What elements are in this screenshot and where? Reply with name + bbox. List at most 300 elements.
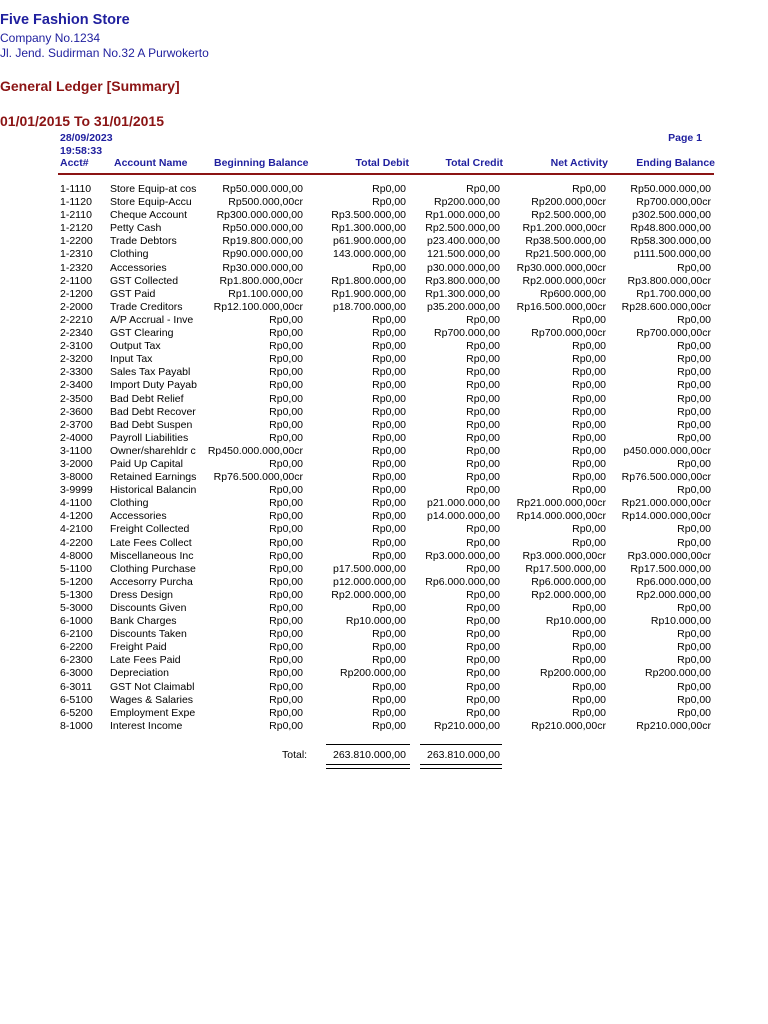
- account-name-cell: Store Equip-Accu: [110, 196, 192, 209]
- beginning-balance-cell: Rp0,00: [269, 523, 303, 536]
- total-debit-cell: 143.000.000,00: [333, 248, 406, 261]
- table-row: [0, 353, 768, 366]
- ending-balance-cell: Rp10.000,00: [650, 615, 711, 628]
- ending-balance-cell: Rp0,00: [677, 484, 711, 497]
- account-name-cell: GST Paid: [110, 287, 156, 300]
- total-credit-cell: p21.000.000,00: [427, 497, 500, 510]
- total-debit-cell: Rp0,00: [372, 444, 406, 457]
- account-name-cell: GST Clearing: [110, 327, 174, 340]
- account-name-cell: Cheque Account: [110, 209, 188, 222]
- table-row: [0, 379, 768, 392]
- total-debit-cell: Rp0,00: [372, 484, 406, 497]
- total-credit-cell: Rp0,00: [466, 654, 500, 667]
- ending-balance-cell: p111.500.000,00: [633, 248, 711, 261]
- total-credit-cell: Rp0,00: [466, 680, 500, 693]
- total-credit-cell: Rp0,00: [466, 366, 500, 379]
- beginning-balance-cell: Rp0,00: [269, 693, 303, 706]
- beginning-balance-cell: Rp0,00: [269, 719, 303, 732]
- account-name-cell: Trade Creditors: [110, 300, 183, 313]
- account-number-cell: 2-3200: [60, 353, 93, 366]
- total-debit: 263.810.000,00: [333, 749, 406, 761]
- beginning-balance-cell: Rp0,00: [269, 680, 303, 693]
- ending-balance-cell: Rp0,00: [677, 261, 711, 274]
- account-name-cell: Employment Expe: [110, 706, 196, 719]
- net-activity-cell: Rp0,00: [572, 353, 606, 366]
- account-number-cell: 6-3011: [60, 680, 92, 693]
- ending-balance-cell: Rp48.800.000,00: [630, 222, 711, 235]
- table-row: [0, 209, 768, 222]
- ending-balance-cell: Rp28.600.000,00cr: [621, 300, 711, 313]
- table-row: [0, 589, 768, 602]
- total-debit-cell: Rp0,00: [372, 261, 406, 274]
- beginning-balance-cell: Rp1.800.000,00cr: [219, 274, 303, 287]
- total-debit-cell: p61.900.000,00: [333, 235, 406, 248]
- table-row: [0, 471, 768, 484]
- net-activity-cell: Rp0,00: [572, 183, 606, 195]
- account-number-cell: 2-3400: [60, 379, 93, 392]
- total-credit-cell: Rp0,00: [466, 588, 500, 601]
- total-credit-cell: Rp0,00: [466, 615, 500, 628]
- net-activity-cell: Rp3.000.000,00cr: [522, 549, 606, 562]
- ending-balance-cell: Rp0,00: [677, 641, 711, 654]
- total-debit-cell: Rp0,00: [372, 392, 406, 405]
- print-date: 28/09/2023: [60, 132, 113, 144]
- table-row: [0, 576, 768, 589]
- account-number-cell: 2-4000: [60, 431, 93, 444]
- beginning-balance-cell: Rp90.000.000,00: [222, 248, 303, 261]
- beginning-balance-cell: Rp12.100.000,00cr: [213, 300, 303, 313]
- col-header-credit: Total Credit: [445, 157, 503, 169]
- total-credit-cell: p14.000.000,00: [427, 510, 500, 523]
- net-activity-cell: Rp0,00: [572, 654, 606, 667]
- total-debit-cell: Rp0,00: [372, 418, 406, 431]
- account-number-cell: 1-2120: [60, 222, 93, 235]
- net-activity-cell: Rp200.000,00cr: [531, 196, 606, 209]
- account-number-cell: 6-2100: [60, 628, 93, 641]
- beginning-balance-cell: Rp0,00: [269, 431, 303, 444]
- account-name-cell: Bad Debt Suspen: [110, 418, 193, 431]
- total-credit-cell: Rp0,00: [466, 523, 500, 536]
- table-row: [0, 523, 768, 536]
- account-name-cell: Input Tax: [110, 353, 153, 366]
- total-debit-cell: Rp0,00: [372, 654, 406, 667]
- account-number-cell: 8-1000: [60, 719, 93, 732]
- table-row: [0, 550, 768, 563]
- beginning-balance-cell: Rp0,00: [269, 562, 303, 575]
- report-period: 01/01/2015 To 31/01/2015: [0, 113, 164, 129]
- beginning-balance-cell: Rp30.000.000,00: [222, 261, 303, 274]
- total-credit-cell: Rp0,00: [466, 392, 500, 405]
- ending-balance-cell: Rp0,00: [677, 379, 711, 392]
- account-number-cell: 2-2210: [60, 313, 93, 326]
- account-name-cell: Import Duty Payab: [110, 379, 197, 392]
- account-number-cell: 2-2000: [60, 300, 93, 313]
- print-time: 19:58:33: [60, 145, 103, 157]
- total-debit-cell: Rp0,00: [372, 457, 406, 470]
- ending-balance-cell: p302.500.000,00: [632, 209, 711, 222]
- beginning-balance-cell: Rp50.000.000,00: [222, 222, 303, 235]
- ending-balance-cell: Rp0,00: [677, 706, 711, 719]
- beginning-balance-cell: Rp0,00: [269, 588, 303, 601]
- beginning-balance-cell: Rp19.800.000,00: [222, 235, 303, 248]
- ledger-table: [0, 183, 768, 733]
- table-row: [0, 628, 768, 641]
- beginning-balance-cell: Rp0,00: [269, 706, 303, 719]
- net-activity-cell: Rp0,00: [572, 693, 606, 706]
- total-debit-cell: Rp0,00: [372, 628, 406, 641]
- beginning-balance-cell: Rp50.000.000,00: [222, 183, 303, 195]
- ending-balance-cell: Rp17.500.000,00: [630, 562, 711, 575]
- beginning-balance-cell: Rp0,00: [269, 366, 303, 379]
- total-debit-cell: p17.500.000,00: [333, 562, 406, 575]
- total-credit-cell: Rp0,00: [466, 628, 500, 641]
- header-rule: [58, 173, 714, 175]
- total-credit-cell: Rp0,00: [466, 340, 500, 353]
- account-name-cell: Discounts Given: [110, 602, 187, 614]
- total-debit-cell: Rp0,00: [372, 183, 406, 195]
- total-credit-cell: Rp0,00: [466, 183, 500, 195]
- account-number-cell: 1-2310: [60, 248, 93, 261]
- account-name-cell: Miscellaneous Inc: [110, 549, 194, 562]
- account-name-cell: Accessories: [110, 510, 167, 523]
- beginning-balance-cell: Rp76.500.000,00cr: [213, 471, 303, 484]
- total-debit-cell: Rp0,00: [372, 549, 406, 562]
- beginning-balance-cell: Rp300.000.000,00: [216, 209, 303, 222]
- col-header-ending: Ending Balance: [636, 157, 715, 169]
- total-credit-cell: Rp0,00: [466, 641, 500, 654]
- total-credit-cell: Rp0,00: [466, 313, 500, 326]
- net-activity-cell: Rp16.500.000,00cr: [516, 300, 606, 313]
- net-activity-cell: Rp0,00: [572, 602, 606, 614]
- report-title: General Ledger [Summary]: [0, 78, 180, 94]
- beginning-balance-cell: Rp0,00: [269, 418, 303, 431]
- beginning-balance-cell: Rp0,00: [269, 667, 303, 680]
- beginning-balance-cell: Rp0,00: [269, 602, 303, 614]
- company-name: Five Fashion Store: [0, 12, 130, 28]
- account-name-cell: Interest Income: [110, 719, 183, 732]
- total-label: Total:: [282, 749, 308, 761]
- total-debit-cell: Rp0,00: [372, 431, 406, 444]
- account-number-cell: 5-1300: [60, 588, 93, 601]
- beginning-balance-cell: Rp0,00: [269, 392, 303, 405]
- account-number-cell: 6-3000: [60, 667, 93, 680]
- net-activity-cell: Rp14.000.000,00cr: [516, 510, 606, 523]
- total-credit-cell: Rp0,00: [466, 536, 500, 549]
- beginning-balance-cell: Rp0,00: [269, 379, 303, 392]
- company-number: Company No.1234: [0, 31, 101, 45]
- ending-balance-cell: Rp0,00: [677, 418, 711, 431]
- net-activity-cell: Rp17.500.000,00: [525, 562, 606, 575]
- beginning-balance-cell: Rp0,00: [269, 340, 303, 353]
- account-name-cell: Accesorry Purcha: [110, 575, 193, 588]
- net-activity-cell: Rp0,00: [572, 418, 606, 431]
- account-name-cell: Dress Design: [110, 588, 174, 601]
- table-row: [0, 510, 768, 523]
- total-credit-cell: Rp6.000.000,00: [425, 575, 500, 588]
- beginning-balance-cell: Rp0,00: [269, 510, 303, 523]
- account-number-cell: 4-1200: [60, 510, 93, 523]
- account-number-cell: 1-2200: [60, 235, 93, 248]
- beginning-balance-cell: Rp0,00: [269, 536, 303, 549]
- total-credit: 263.810.000,00: [427, 749, 500, 761]
- beginning-balance-cell: Rp0,00: [269, 615, 303, 628]
- table-row: [0, 432, 768, 445]
- table-row: [0, 681, 768, 694]
- ending-balance-cell: Rp21.000.000,00cr: [621, 497, 711, 510]
- total-debit-cell: Rp0,00: [372, 196, 406, 209]
- beginning-balance-cell: Rp0,00: [269, 654, 303, 667]
- net-activity-cell: Rp6.000.000,00: [531, 575, 606, 588]
- table-row: [0, 484, 768, 497]
- total-credit-cell: Rp0,00: [466, 457, 500, 470]
- account-name-cell: Freight Collected: [110, 523, 190, 536]
- ending-balance-cell: Rp0,00: [677, 431, 711, 444]
- net-activity-cell: Rp700.000,00cr: [531, 327, 606, 340]
- total-debit-cell: Rp1.300.000,00: [331, 222, 406, 235]
- account-number-cell: 2-3100: [60, 340, 93, 353]
- net-activity-cell: Rp0,00: [572, 641, 606, 654]
- total-debit-cell: Rp0,00: [372, 523, 406, 536]
- table-row: [0, 340, 768, 353]
- ending-balance-cell: Rp0,00: [677, 602, 711, 614]
- account-number-cell: 6-5100: [60, 693, 93, 706]
- table-row: [0, 262, 768, 275]
- total-debit-cell: Rp0,00: [372, 602, 406, 614]
- account-number-cell: 2-3500: [60, 392, 93, 405]
- account-name-cell: Payroll Liabilities: [110, 431, 189, 444]
- total-debit-top-rule: [326, 744, 410, 745]
- account-name-cell: Depreciation: [110, 667, 169, 680]
- total-credit-cell: Rp0,00: [466, 471, 500, 484]
- table-row: [0, 654, 768, 667]
- net-activity-cell: Rp0,00: [572, 680, 606, 693]
- beginning-balance-cell: Rp1.100.000,00: [228, 287, 303, 300]
- total-credit-cell: Rp0,00: [466, 693, 500, 706]
- account-number-cell: 1-1120: [60, 196, 92, 209]
- ending-balance-cell: Rp0,00: [677, 536, 711, 549]
- beginning-balance-cell: Rp500.000,00cr: [228, 196, 303, 209]
- table-row: [0, 366, 768, 379]
- net-activity-cell: Rp0,00: [572, 366, 606, 379]
- beginning-balance-cell: Rp450.000.000,00cr: [207, 444, 303, 457]
- total-debit-cell: Rp0,00: [372, 641, 406, 654]
- account-name-cell: Trade Debtors: [110, 235, 177, 248]
- net-activity-cell: Rp30.000.000,00cr: [516, 261, 606, 274]
- total-debit-cell: Rp1.800.000,00: [331, 274, 406, 287]
- beginning-balance-cell: Rp0,00: [269, 313, 303, 326]
- total-debit-cell: Rp0,00: [372, 497, 406, 510]
- total-credit-cell: Rp0,00: [466, 602, 500, 614]
- ending-balance-cell: Rp210.000,00cr: [636, 719, 711, 732]
- total-credit-top-rule: [420, 744, 502, 745]
- total-debit-cell: Rp0,00: [372, 313, 406, 326]
- ending-balance-cell: Rp0,00: [677, 340, 711, 353]
- account-name-cell: Late Fees Paid: [110, 654, 181, 667]
- beginning-balance-cell: Rp0,00: [269, 549, 303, 562]
- total-credit-cell: Rp200.000,00: [434, 196, 500, 209]
- net-activity-cell: Rp0,00: [572, 313, 606, 326]
- table-row: [0, 497, 768, 510]
- account-name-cell: Historical Balancin: [110, 484, 197, 497]
- net-activity-cell: Rp0,00: [572, 444, 606, 457]
- total-debit-cell: Rp0,00: [372, 471, 406, 484]
- net-activity-cell: Rp0,00: [572, 457, 606, 470]
- ending-balance-cell: Rp50.000.000,00: [630, 183, 711, 195]
- table-row: [0, 602, 768, 615]
- table-row: [0, 419, 768, 432]
- table-row: [0, 196, 768, 209]
- account-number-cell: 1-2110: [60, 209, 92, 222]
- beginning-balance-cell: Rp0,00: [269, 575, 303, 588]
- total-debit-cell: Rp0,00: [372, 379, 406, 392]
- table-row: [0, 327, 768, 340]
- ending-balance-cell: Rp0,00: [677, 405, 711, 418]
- total-credit-cell: Rp0,00: [466, 431, 500, 444]
- ending-balance-cell: Rp0,00: [677, 353, 711, 366]
- account-name-cell: Clothing Purchase: [110, 562, 196, 575]
- total-credit-cell: Rp0,00: [466, 667, 500, 680]
- net-activity-cell: Rp0,00: [572, 484, 606, 497]
- account-number-cell: 3-8000: [60, 471, 93, 484]
- account-name-cell: Petty Cash: [110, 222, 162, 235]
- total-credit-cell: Rp0,00: [466, 353, 500, 366]
- total-credit-cell: Rp1.000.000,00: [425, 209, 500, 222]
- ending-balance-cell: Rp14.000.000,00cr: [621, 510, 711, 523]
- account-number-cell: 4-2200: [60, 536, 93, 549]
- account-number-cell: 3-9999: [60, 484, 93, 497]
- col-header-beginning: Beginning Balance: [214, 157, 309, 169]
- total-credit-cell: Rp3.800.000,00: [425, 274, 500, 287]
- company-address: Jl. Jend. Sudirman No.32 A Purwokerto: [0, 46, 209, 60]
- account-name-cell: Retained Earnings: [110, 471, 197, 484]
- total-credit-cell: p23.400.000,00: [427, 235, 500, 248]
- beginning-balance-cell: Rp0,00: [269, 457, 303, 470]
- account-name-cell: Bad Debt Recover: [110, 405, 196, 418]
- account-number-cell: 5-3000: [60, 602, 93, 614]
- total-debit-cell: Rp200.000,00: [340, 667, 406, 680]
- ending-balance-cell: Rp1.700.000,00: [636, 287, 711, 300]
- total-credit-cell: 121.500.000,00: [427, 248, 500, 261]
- table-row: [0, 222, 768, 235]
- total-debit-cell: Rp0,00: [372, 340, 406, 353]
- ending-balance-cell: Rp200.000,00: [645, 667, 711, 680]
- net-activity-cell: Rp21.000.000,00cr: [516, 497, 606, 510]
- ending-balance-cell: Rp3.800.000,00cr: [627, 274, 711, 287]
- total-debit-cell: p18.700.000,00: [333, 300, 406, 313]
- account-number-cell: 4-2100: [60, 523, 93, 536]
- total-debit-cell: Rp0,00: [372, 327, 406, 340]
- total-debit-cell: Rp0,00: [372, 510, 406, 523]
- table-row: [0, 314, 768, 327]
- net-activity-cell: Rp0,00: [572, 340, 606, 353]
- total-credit-cell: Rp0,00: [466, 379, 500, 392]
- col-header-acct: Acct#: [60, 157, 89, 169]
- total-credit-cell: Rp2.500.000,00: [425, 222, 500, 235]
- ending-balance-cell: Rp0,00: [677, 392, 711, 405]
- table-row: [0, 445, 768, 458]
- beginning-balance-cell: Rp0,00: [269, 497, 303, 510]
- net-activity-cell: Rp2.000.000,00: [531, 588, 606, 601]
- account-number-cell: 5-1100: [60, 562, 92, 575]
- col-header-name: Account Name: [114, 157, 188, 169]
- total-debit-cell: Rp0,00: [372, 680, 406, 693]
- ending-balance-cell: Rp700.000,00cr: [636, 327, 711, 340]
- net-activity-cell: Rp0,00: [572, 379, 606, 392]
- total-debit-double-rule: [326, 764, 410, 769]
- net-activity-cell: Rp21.500.000,00: [525, 248, 606, 261]
- page-number: Page 1: [668, 132, 702, 144]
- total-debit-cell: Rp0,00: [372, 405, 406, 418]
- total-debit-cell: Rp0,00: [372, 353, 406, 366]
- account-number-cell: 1-2320: [60, 261, 93, 274]
- beginning-balance-cell: Rp0,00: [269, 628, 303, 641]
- total-debit-cell: Rp0,00: [372, 706, 406, 719]
- net-activity-cell: Rp0,00: [572, 536, 606, 549]
- account-number-cell: 4-8000: [60, 549, 93, 562]
- net-activity-cell: Rp600.000,00: [540, 287, 606, 300]
- total-debit-cell: Rp0,00: [372, 693, 406, 706]
- total-debit-cell: Rp1.900.000,00: [331, 287, 406, 300]
- account-name-cell: GST Not Claimabl: [110, 680, 195, 693]
- net-activity-cell: Rp2.000.000,00cr: [522, 274, 606, 287]
- total-debit-cell: p12.000.000,00: [333, 575, 406, 588]
- table-row: [0, 301, 768, 314]
- table-row: [0, 183, 768, 196]
- table-row: [0, 288, 768, 301]
- net-activity-cell: Rp10.000,00: [545, 615, 606, 628]
- table-row: [0, 248, 768, 261]
- ending-balance-cell: Rp0,00: [677, 313, 711, 326]
- account-number-cell: 4-1100: [60, 497, 92, 510]
- account-number-cell: 3-2000: [60, 457, 93, 470]
- net-activity-cell: Rp0,00: [572, 523, 606, 536]
- table-row: [0, 393, 768, 406]
- table-row: [0, 641, 768, 654]
- ending-balance-cell: Rp0,00: [677, 680, 711, 693]
- account-name-cell: Output Tax: [110, 340, 161, 353]
- table-row: [0, 615, 768, 628]
- total-credit-cell: Rp0,00: [466, 405, 500, 418]
- total-credit-cell: Rp700.000,00: [434, 327, 500, 340]
- account-number-cell: 2-1100: [60, 274, 92, 287]
- total-credit-cell: Rp0,00: [466, 444, 500, 457]
- ending-balance-cell: Rp0,00: [677, 366, 711, 379]
- account-name-cell: Sales Tax Payabl: [110, 366, 191, 379]
- table-row: [0, 275, 768, 288]
- net-activity-cell: Rp0,00: [572, 405, 606, 418]
- col-header-net: Net Activity: [550, 157, 608, 169]
- account-number-cell: 5-1200: [60, 575, 93, 588]
- total-debit-cell: Rp10.000,00: [345, 615, 406, 628]
- account-number-cell: 2-3700: [60, 418, 93, 431]
- ending-balance-cell: Rp0,00: [677, 654, 711, 667]
- total-credit-cell: Rp3.000.000,00: [425, 549, 500, 562]
- account-name-cell: A/P Accrual - Inve: [110, 313, 194, 326]
- account-number-cell: 2-3600: [60, 405, 93, 418]
- ending-balance-cell: Rp0,00: [677, 523, 711, 536]
- total-credit-cell: p35.200.000,00: [427, 300, 500, 313]
- net-activity-cell: Rp1.200.000,00cr: [522, 222, 606, 235]
- total-credit-cell: Rp0,00: [466, 418, 500, 431]
- ending-balance-cell: Rp2.000.000,00: [636, 588, 711, 601]
- net-activity-cell: Rp0,00: [572, 628, 606, 641]
- net-activity-cell: Rp0,00: [572, 431, 606, 444]
- net-activity-cell: Rp2.500.000,00: [531, 209, 606, 222]
- ending-balance-cell: Rp0,00: [677, 693, 711, 706]
- total-credit-double-rule: [420, 764, 502, 769]
- account-name-cell: Clothing: [110, 248, 149, 261]
- net-activity-cell: Rp0,00: [572, 392, 606, 405]
